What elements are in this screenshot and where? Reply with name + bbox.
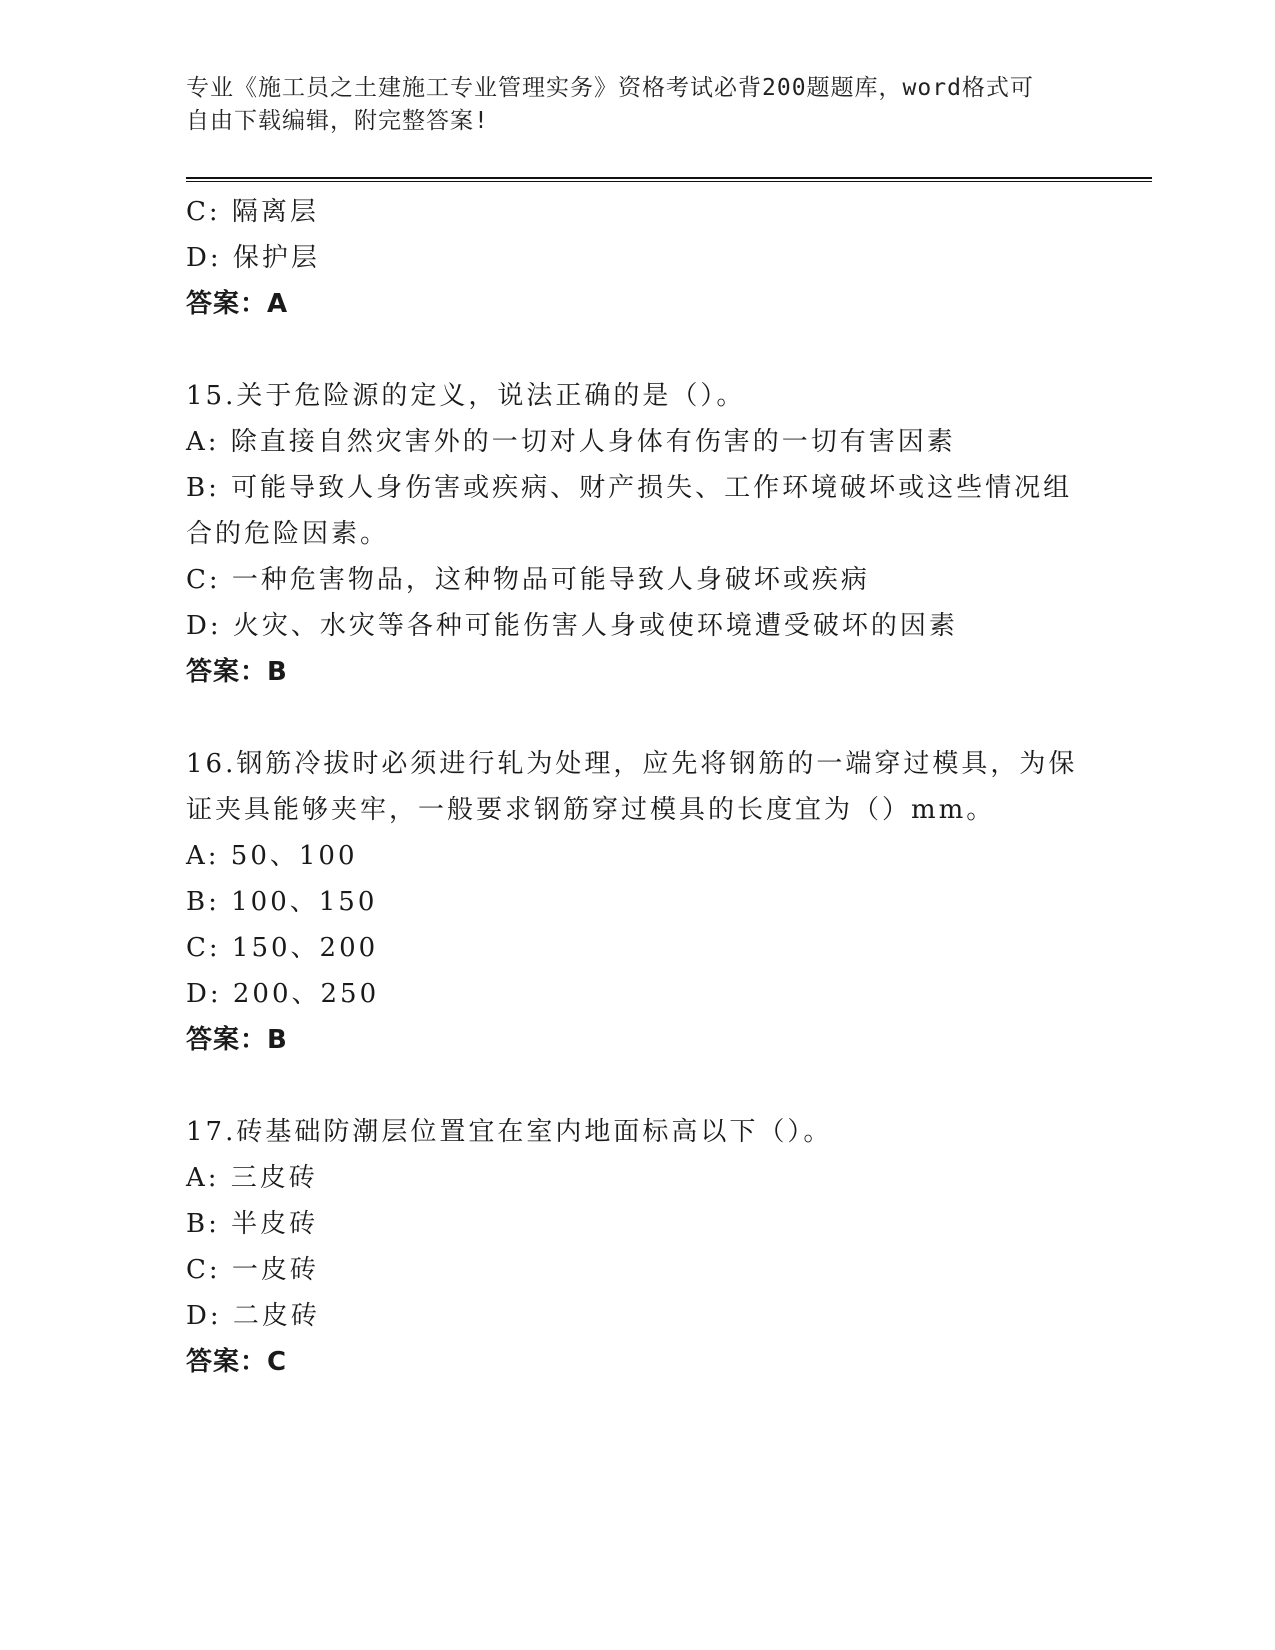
question-15: [186, 373, 1086, 695]
option-d: D: 二皮砖: [186, 1301, 320, 1331]
header-title-line-1: 专业《施工员之土建施工专业管理实务》资格考试必背200题题库，word格式可: [186, 75, 1034, 101]
option-d: D: 保护层: [186, 243, 320, 273]
option-c: C: 一种危害物品，这种物品可能导致人身破坏或疾病: [186, 565, 870, 595]
question-17: [186, 1109, 1086, 1385]
answer-line: 答案：B: [186, 1025, 288, 1055]
question-stem: 16.钢筋冷拔时必须进行轧为处理，应先将钢筋的一端穿过模具，为保: [186, 749, 1078, 779]
option-d: D: 200、250: [186, 979, 380, 1009]
answer-line: 答案：B: [186, 657, 288, 687]
option-d: D: 火灾、水灾等各种可能伤害人身或使环境遭受破坏的因素: [186, 611, 958, 641]
question-14-tail: [186, 189, 1086, 327]
question-stem: 17.砖基础防潮层位置宜在室内地面标高以下（）。: [186, 1117, 833, 1147]
option-c: C: 150、200: [186, 933, 379, 963]
question-stem-continued: 证夹具能够夹牢，一般要求钢筋穿过模具的长度宜为（）mm。: [186, 795, 996, 825]
option-b: B: 100、150: [186, 887, 378, 917]
option-b-continued: 合的危险因素。: [186, 519, 390, 549]
question-stem: 15.关于危险源的定义，说法正确的是（）。: [186, 381, 746, 411]
option-c: C: 隔离层: [186, 197, 319, 227]
header-title-line-2: 自由下载编辑，附完整答案!: [186, 108, 489, 134]
option-b: B: 可能导致人身伤害或疾病、财产损失、工作环境破坏或这些情况组: [186, 473, 1073, 503]
question-spacer: [186, 695, 1086, 741]
question-spacer: [186, 1063, 1086, 1109]
answer-line: 答案：A: [186, 289, 289, 319]
option-b: B: 半皮砖: [186, 1209, 319, 1239]
question-list: [186, 189, 1086, 1385]
page-header: [186, 72, 1086, 138]
question-16: [186, 741, 1086, 1063]
option-c: C: 一皮砖: [186, 1255, 319, 1285]
option-a: A: 三皮砖: [186, 1163, 318, 1193]
option-a: A: 除直接自然灾害外的一切对人身体有伤害的一切有害因素: [186, 427, 956, 457]
header-divider: [186, 177, 1152, 182]
question-spacer: [186, 327, 1086, 373]
answer-line: 答案：C: [186, 1347, 288, 1377]
option-a: A: 50、100: [186, 841, 358, 871]
